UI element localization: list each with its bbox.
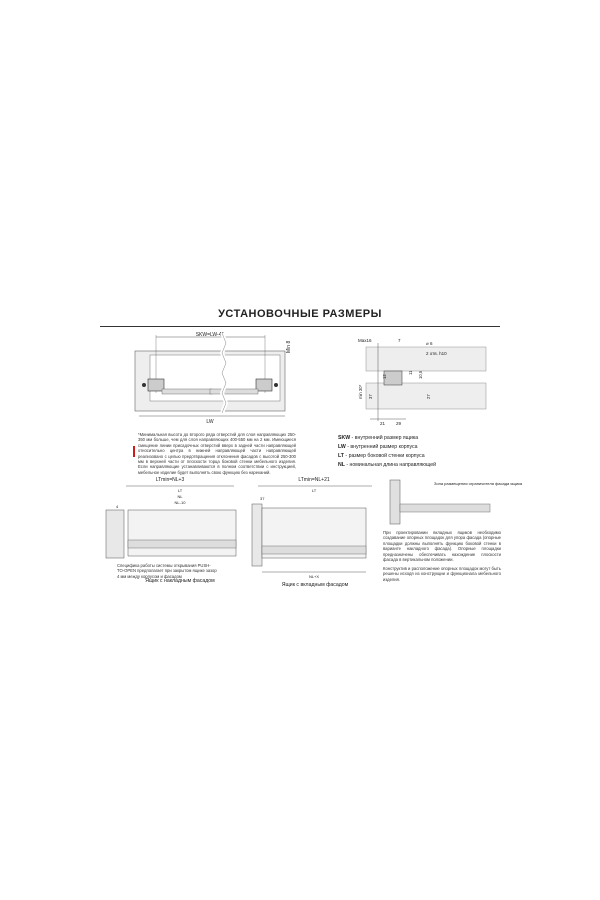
title-divider xyxy=(100,326,500,327)
svg-text:NL-10: NL-10 xyxy=(174,500,186,505)
svg-text:LT: LT xyxy=(177,488,183,493)
svg-text:4: 4 xyxy=(116,504,119,509)
dim-7: 7 xyxy=(398,338,401,343)
dim-phi6: ⌀ 6 xyxy=(426,341,433,346)
dim-holes: 2 отв. h10 xyxy=(426,351,447,356)
dim-min30: min 30* xyxy=(358,384,363,399)
dim-max16: Max16 xyxy=(358,338,372,343)
top-drawing xyxy=(130,333,310,425)
mid-drawer xyxy=(248,474,380,582)
formula-left: LTmin=NL+3 xyxy=(155,477,185,483)
legend-item: NL - номинальная длина направляющей xyxy=(338,462,437,468)
side-detail xyxy=(336,333,498,428)
note-main: *Минимальная высота до второго ряда отверстий для слоя направляющих 250-350 мм больше, чем для слоя направляющих 400-550 мм на 2 мм. Имеющиеся смещение линии присадочных отверстий вверх в задней части направляющей относительно центра в нижней направляющей части направляющей реализовано с целью предотвращения отклонения фасадов с высотой 250-300 мм в верхней части от плоскости торца боковой стенки мебельного изделия. Если направляющие устанавливаются в полном соответствии с инструкцией, мебельное изделие будет выполнять свою функцию без нареканий. xyxy=(138,432,296,475)
svg-text:NL: NL xyxy=(177,494,183,499)
dim-37: 37 xyxy=(368,394,373,399)
page-title: УСТАНОВОЧНЫЕ РАЗМЕРЫ xyxy=(218,308,382,320)
legend-item: SKW - внутренний размер ящика xyxy=(338,435,419,441)
dim-10-5: 10,5 xyxy=(418,370,423,379)
caption-mid: Ящик с вкладным фасадом xyxy=(281,582,349,588)
zone-label: Зона размещения ограничителя фасада ящика xyxy=(434,481,523,486)
dim-12: 12 xyxy=(382,374,387,379)
right-drawing xyxy=(384,478,523,526)
dim-27: 27 xyxy=(426,394,431,399)
push-note: Специфика работы системы открывания PUSH-TO-OPEN предполагает при закрытом ящике зазор 4 мм между корпусом и фасадом xyxy=(117,563,217,579)
dim-29: 29 xyxy=(396,421,402,426)
svg-text:37: 37 xyxy=(260,496,265,501)
caption-left: Ящик с накладным фасадом xyxy=(145,578,215,584)
dim-skw: SKW=LW-42 xyxy=(195,332,225,338)
svg-text:NL+X: NL+X xyxy=(308,574,320,579)
legend-item: LT - размер боковой стенки корпуса xyxy=(338,453,425,459)
note-marker xyxy=(133,446,135,457)
svg-text:LT: LT xyxy=(311,488,317,493)
dim-min: Min 8 xyxy=(286,340,292,353)
formula-mid: LTmin=NL+21 xyxy=(298,477,330,483)
dim-21: 21 xyxy=(380,421,386,426)
legend xyxy=(338,434,488,470)
right-note: При проектировании вкладных ящиков необходимо создавание опорных площадок для упора фасада (опорные площадки должны выполнять функцию боковой стенки в варианте накладного фасада). Опорные площадки предназначены обеспечивать нахождение плоскости фасада в вертикальном положении. xyxy=(383,530,501,563)
dim-lw: LW xyxy=(206,419,214,425)
left-drawer xyxy=(100,474,245,564)
legend-item: LW - внутренний размер корпуса xyxy=(338,444,418,450)
right-note-2: Конструктив и расположение опорных площадок могут быть решены исходя из конструкции и функционала мебельного изделия. xyxy=(383,566,501,582)
dim-11: 11 xyxy=(408,370,413,375)
